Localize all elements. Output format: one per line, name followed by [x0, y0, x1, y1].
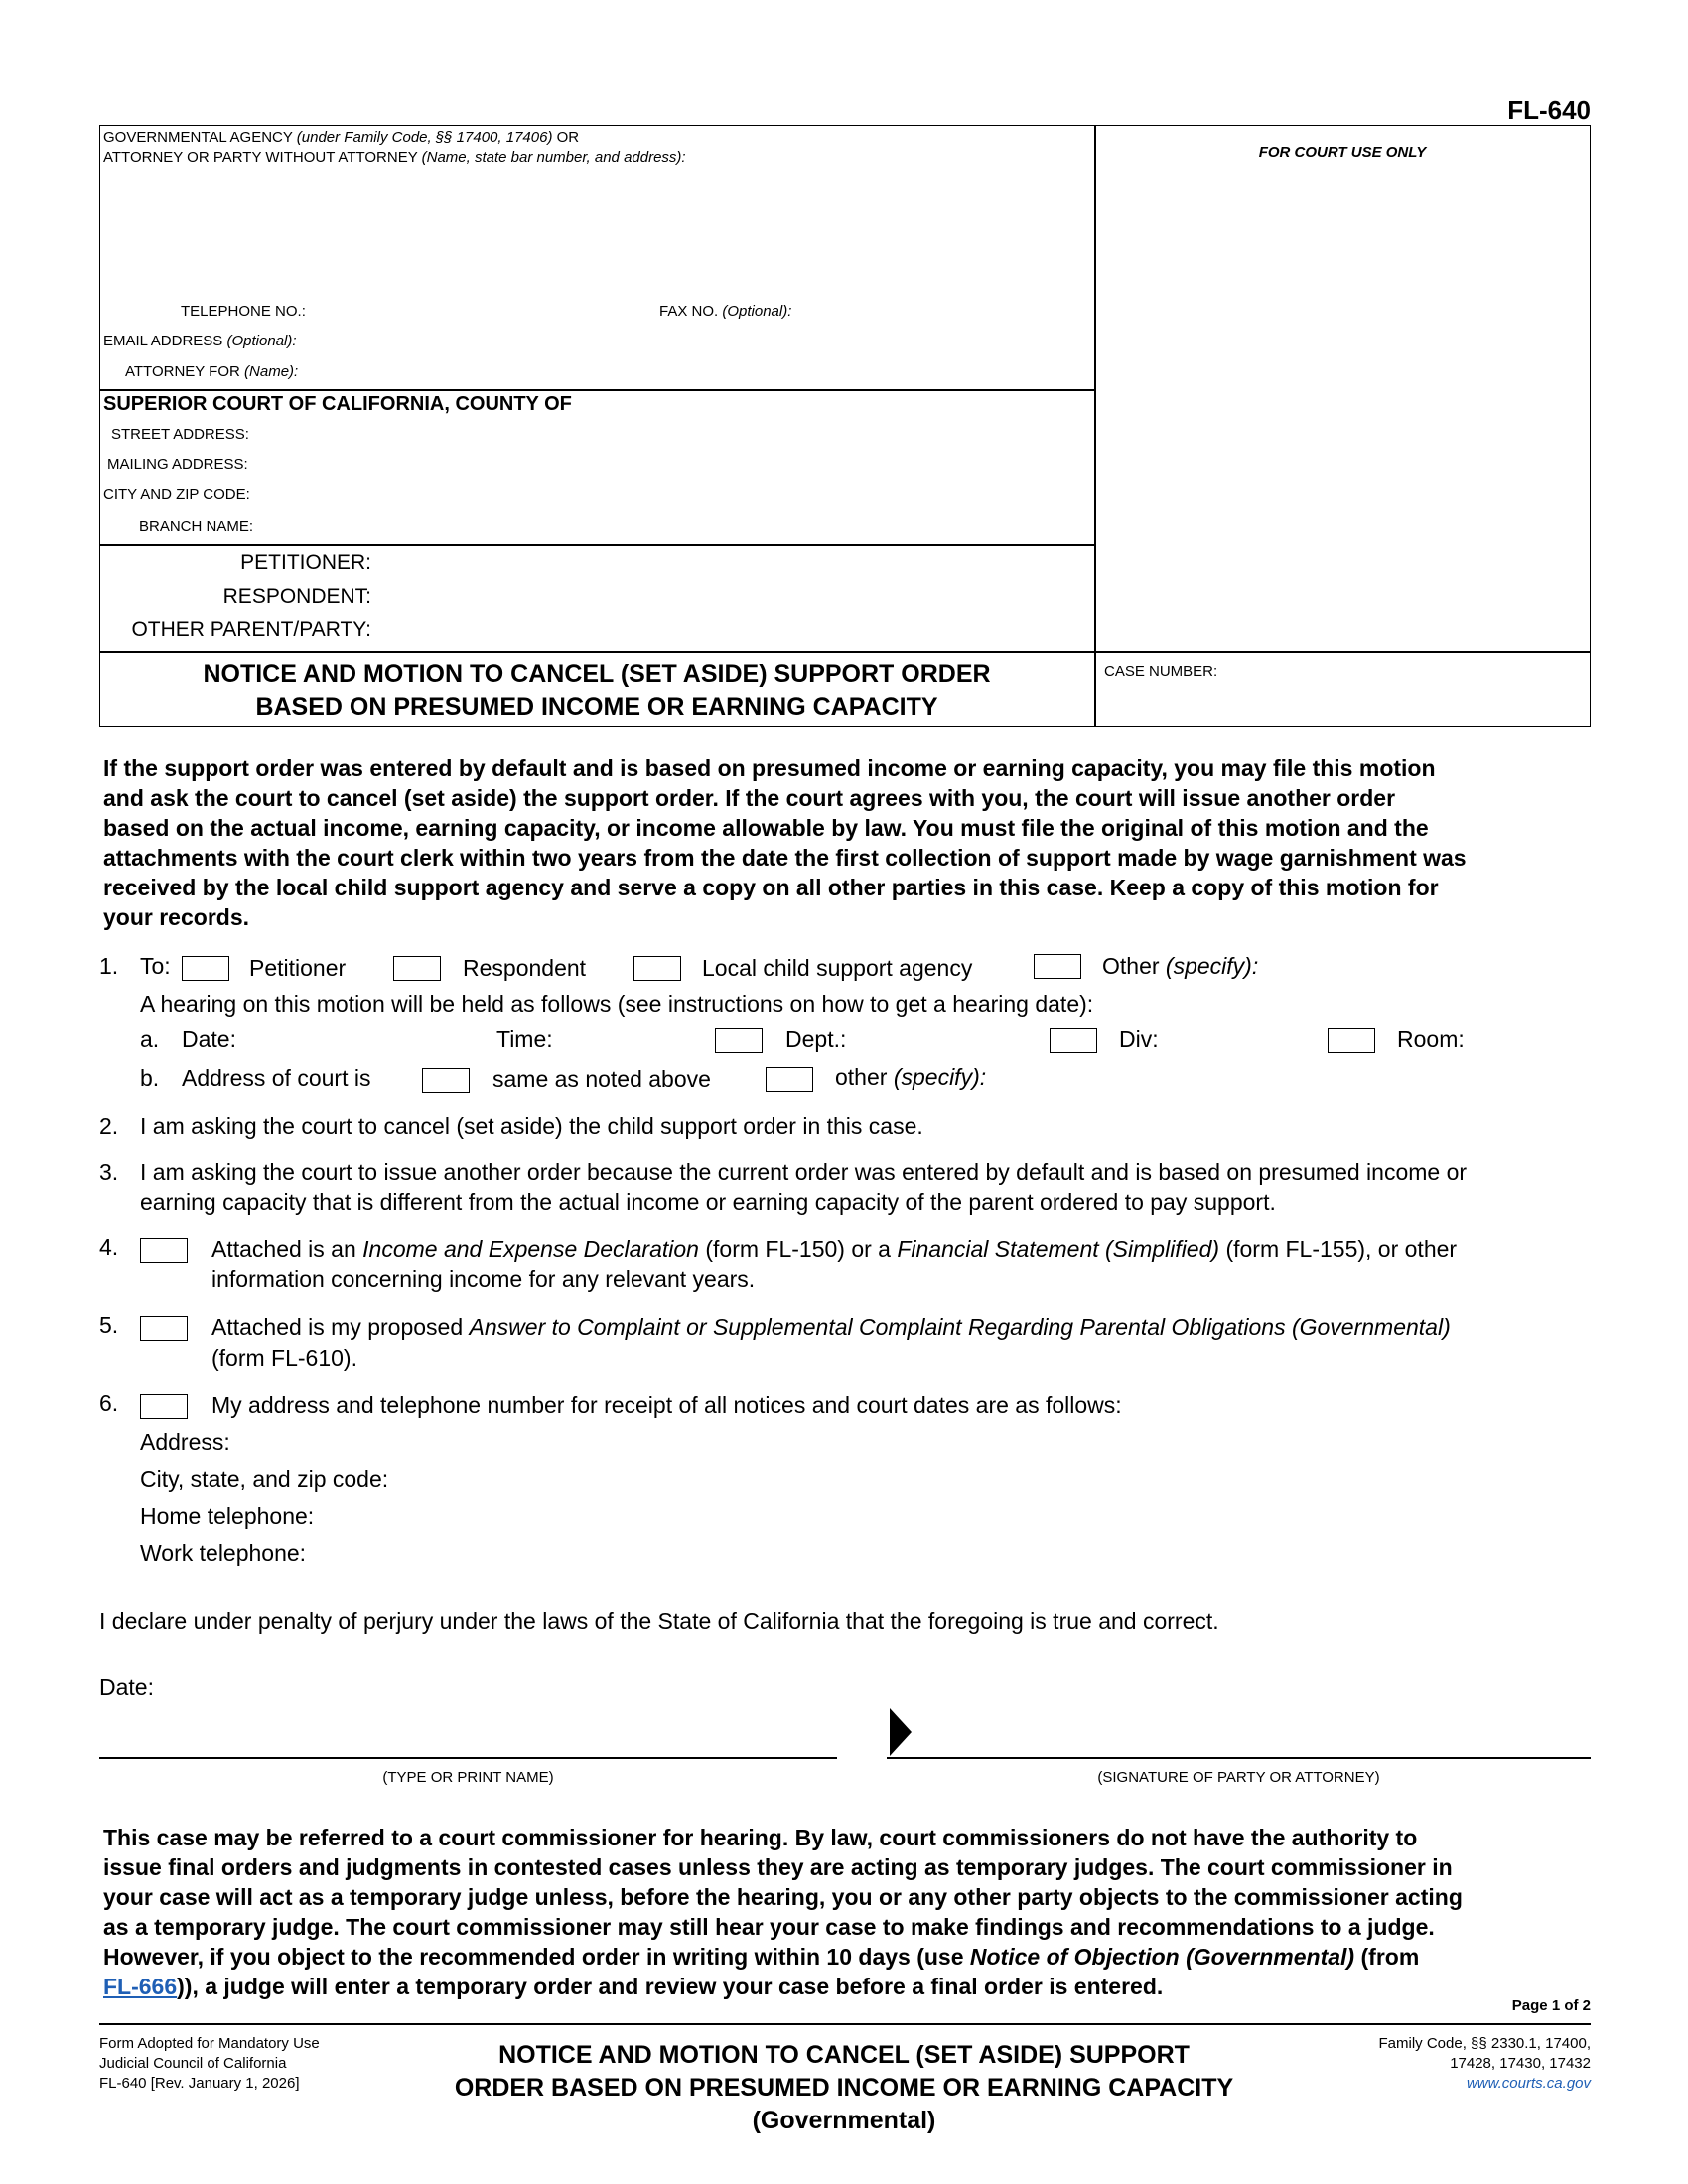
case-number-label: CASE NUMBER:: [1104, 663, 1218, 680]
div-label: Div:: [1119, 1026, 1159, 1052]
item-3-line-1: I am asking the court to issue another order because the current order was entered by default and is based on presumed income or: [140, 1160, 1468, 1185]
city-zip-label: CITY AND ZIP CODE:: [103, 486, 250, 503]
code-line-2: 17428, 17430, 17432: [1450, 2055, 1591, 2072]
home-telephone-label: Home telephone:: [140, 1503, 315, 1529]
commissioner-line: as a temporary judge. The court commissioner may still hear your case to make findings and recommendations to a judge.: [103, 1914, 1435, 1940]
intro-line: your records.: [103, 904, 249, 930]
same-address-checkbox[interactable]: [422, 1068, 470, 1093]
item-4-form-fl155: Financial Statement (Simplified): [897, 1236, 1220, 1262]
respondent-checkbox[interactable]: [393, 956, 441, 981]
footer-title-line-2: ORDER BASED ON PRESUMED INCOME OR EARNING CAPACITY: [454, 2074, 1234, 2102]
commissioner-text-c: )), a judge will enter a temporary order and review your case before a final order is entered.: [177, 1974, 1164, 1999]
item-3-number: 3.: [99, 1160, 119, 1185]
commissioner-line: your case will act as a temporary judge unless, before the hearing, you or any other party objects to the commissioner acting: [103, 1884, 1463, 1910]
footer-title-line-1: NOTICE AND MOTION TO CANCEL (SET ASIDE) SUPPORT: [498, 2041, 1190, 2069]
to-label: To:: [140, 953, 171, 979]
other-specify: (specify):: [1165, 953, 1259, 979]
other-address-specify: (specify):: [893, 1064, 987, 1090]
other-address-text: other: [835, 1064, 888, 1090]
form-id: FL-640: [1507, 95, 1591, 125]
time-label: Time:: [496, 1026, 553, 1052]
header-vertical-divider: [1094, 125, 1096, 727]
adopted-line-2: Judicial Council of California: [99, 2055, 287, 2072]
court-use-only: FOR COURT USE ONLY: [1258, 144, 1427, 161]
email-label: [103, 333, 297, 349]
commissioner-paragraph: [103, 1823, 1593, 2001]
print-name-line: [99, 1757, 837, 1759]
email-italic: (Optional):: [226, 333, 297, 349]
attorney-for-label: [125, 363, 298, 380]
item-4-checkbox[interactable]: [140, 1238, 188, 1263]
intro-line: received by the local child support agency and serve a copy on all other parties in this case. Keep a copy of this motion for: [103, 875, 1439, 900]
item-4-text-b: (form FL-150) or a: [705, 1236, 891, 1262]
other-checkbox[interactable]: [1034, 954, 1081, 979]
attorney-label-text: ATTORNEY OR PARTY WITHOUT ATTORNEY: [103, 149, 418, 166]
title-line-1: NOTICE AND MOTION TO CANCEL (SET ASIDE) SUPPORT ORDER: [203, 660, 991, 688]
commissioner-line: issue final orders and judgments in contested cases unless they are acting as temporary judges. The court commissioner in: [103, 1854, 1453, 1880]
commissioner-text-a: However, if you object to the recommended order in writing within 10 days (use: [103, 1944, 964, 1970]
agency-label-end: OR: [556, 129, 580, 146]
other-option: [1102, 953, 1258, 980]
item-2-text: I am asking the court to cancel (set aside) the child support order in this case.: [140, 1113, 923, 1139]
city-state-zip-label: City, state, and zip code:: [140, 1466, 389, 1492]
item-1b-letter: b.: [140, 1065, 160, 1091]
commissioner-line-6: [103, 1972, 1593, 2001]
commissioner-text-b: (from: [1360, 1944, 1420, 1970]
item-6-text: My address and telephone number for receipt of all notices and court dates are as follows:: [211, 1392, 1122, 1418]
commissioner-line: This case may be referred to a court commissioner for hearing. By law, court commissioners do not have the authority to: [103, 1825, 1418, 1850]
item-5-line-1: [211, 1314, 1451, 1341]
lcsa-checkbox[interactable]: [633, 956, 681, 981]
intro-line: attachments with the court clerk within two years from the date the first collection of support made by wage garnishment was: [103, 845, 1467, 871]
item-6-number: 6.: [99, 1390, 119, 1416]
footer-code: [1379, 2034, 1591, 2094]
email-text: EMAIL ADDRESS: [103, 333, 223, 349]
item-5-number: 5.: [99, 1312, 119, 1338]
petitioner-option: Petitioner: [249, 955, 347, 981]
court-divider: [99, 389, 1094, 391]
hearing-text: A hearing on this motion will be held as follows (see instructions on how to get a hearing date):: [140, 991, 1094, 1017]
address-is-label: Address of court is: [182, 1065, 371, 1091]
website-link[interactable]: www.courts.ca.gov: [1466, 2075, 1591, 2092]
signature-line: [887, 1757, 1591, 1759]
item-4-text-a: Attached is an: [211, 1236, 356, 1262]
date-label: Date:: [182, 1026, 236, 1052]
court-name: SUPERIOR COURT OF CALIFORNIA, COUNTY OF: [103, 393, 572, 415]
item-1a-letter: a.: [140, 1026, 160, 1052]
page-number: Page 1 of 2: [1511, 1997, 1591, 2014]
agency-label-italic: (under Family Code, §§ 17400, 17406): [296, 129, 553, 146]
footer-rule: [99, 2023, 1591, 2025]
dept-label: Dept.:: [785, 1026, 847, 1052]
footer-title: [377, 2039, 1311, 2137]
branch-name-label: BRANCH NAME:: [139, 518, 254, 535]
commissioner-form-title: Notice of Objection (Governmental): [969, 1944, 1355, 1970]
petitioner-checkbox[interactable]: [182, 956, 229, 981]
div-checkbox[interactable]: [1050, 1028, 1097, 1053]
attorney-for-italic: (Name):: [244, 363, 299, 380]
code-line-1: Family Code, §§ 2330.1, 17400,: [1378, 2035, 1591, 2052]
petitioner-label: PETITIONER:: [240, 551, 371, 574]
same-address-option: same as noted above: [492, 1066, 711, 1092]
telephone-label: TELEPHONE NO.:: [181, 303, 306, 320]
item-2-number: 2.: [99, 1113, 119, 1139]
agency-label-2: [103, 149, 686, 166]
agency-label-1: [103, 129, 579, 146]
intro-line: and ask the court to cancel (set aside) the support order. If the court agrees with you, the court will issue another order: [103, 785, 1396, 811]
item-5-text-a: Attached is my proposed: [211, 1314, 464, 1340]
intro-line: If the support order was entered by default and is based on presumed income or earning capacity, you may file this motion: [103, 755, 1436, 781]
street-address-label: STREET ADDRESS:: [111, 426, 249, 443]
work-telephone-label: Work telephone:: [140, 1540, 307, 1566]
item-4-line-1: [211, 1236, 1457, 1263]
title-line-2: BASED ON PRESUMED INCOME OR EARNING CAPACITY: [255, 693, 938, 721]
item-1-number: 1.: [99, 953, 119, 979]
item-5-line-2: (form FL-610).: [211, 1345, 357, 1371]
item-3-line-2: earning capacity that is different from the actual income or earning capacity of the parent ordered to pay support.: [140, 1189, 1276, 1215]
title-divider: [99, 651, 1591, 653]
item-4-number: 4.: [99, 1234, 119, 1260]
fax-italic: (Optional):: [722, 303, 792, 320]
agency-label-text: GOVERNMENTAL AGENCY: [103, 129, 293, 146]
signature-arrow-icon: [890, 1708, 912, 1756]
address-label: Address:: [140, 1430, 230, 1455]
mailing-address-label: MAILING ADDRESS:: [107, 456, 248, 473]
print-name-caption: (TYPE OR PRINT NAME): [382, 1769, 554, 1786]
other-parent-label: OTHER PARENT/PARTY:: [131, 618, 371, 641]
fax-text: FAX NO.: [659, 303, 719, 320]
intro-paragraph: [103, 753, 1593, 932]
item-6-checkbox[interactable]: [140, 1394, 188, 1419]
room-checkbox[interactable]: [1328, 1028, 1375, 1053]
lcsa-option: Local child support agency: [702, 955, 973, 981]
respondent-option: Respondent: [463, 955, 587, 981]
other-address-checkbox[interactable]: [766, 1067, 813, 1092]
declaration-date-label: Date:: [99, 1674, 154, 1700]
fl-666-link[interactable]: FL-666: [103, 1974, 178, 1999]
intro-line: based on the actual income, earning capacity, or income allowable by law. You must file the original of this motion and the: [103, 815, 1429, 841]
respondent-label: RESPONDENT:: [222, 585, 371, 608]
adopted-line-1: Form Adopted for Mandatory Use: [99, 2035, 320, 2052]
item-4-text-c: (form FL-155), or other: [1225, 1236, 1458, 1262]
commissioner-line-5: [103, 1942, 1593, 1972]
item-4-line-2: information concerning income for any relevant years.: [211, 1266, 756, 1292]
item-5-checkbox[interactable]: [140, 1316, 188, 1341]
adopted-line-3: FL-640 [Rev. January 1, 2026]: [99, 2075, 300, 2092]
parties-divider: [99, 544, 1094, 546]
other-address-option: [835, 1064, 986, 1091]
fax-label: [659, 303, 791, 320]
attorney-label-italic: (Name, state bar number, and address):: [421, 149, 686, 166]
footer-adopted: [99, 2034, 320, 2094]
dept-checkbox[interactable]: [715, 1028, 763, 1053]
footer-title-line-3: (Governmental): [752, 2107, 936, 2134]
item-4-form-fl150: Income and Expense Declaration: [362, 1236, 699, 1262]
signature-caption: (SIGNATURE OF PARTY OR ATTORNEY): [1097, 1769, 1380, 1786]
room-label: Room:: [1397, 1026, 1465, 1052]
attorney-for-text: ATTORNEY FOR: [125, 363, 240, 380]
declaration-text: I declare under penalty of perjury under the laws of the State of California that the foregoing is true and correct.: [99, 1608, 1219, 1634]
item-5-form-title: Answer to Complaint or Supplemental Complaint Regarding Parental Obligations (Governmental): [469, 1314, 1451, 1340]
other-text: Other: [1102, 953, 1160, 979]
